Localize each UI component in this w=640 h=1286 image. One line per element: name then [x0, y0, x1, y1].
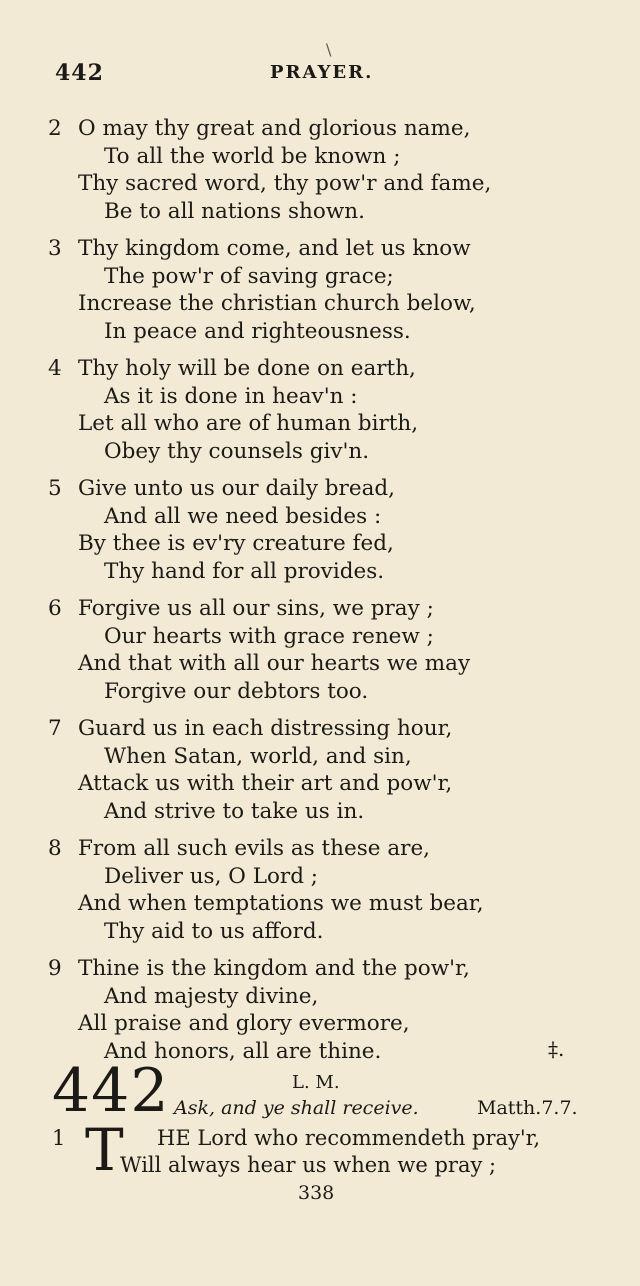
- double-dagger-mark: ‡.: [548, 1037, 565, 1061]
- verse-line: O may thy great and glorious name,: [78, 116, 471, 141]
- running-title: PRAYER.: [270, 62, 374, 83]
- stanza-number: 4: [48, 356, 62, 381]
- verse-line: Increase the christian church below,: [78, 291, 476, 316]
- verse-line: From all such evils as these are,: [78, 836, 430, 861]
- verse-line: Thy hand for all provides.: [104, 558, 385, 584]
- verse-line: In peace and righteousness.: [104, 318, 411, 344]
- stanza-number: 7: [48, 716, 62, 741]
- verse-line: Forgive us all our sins, we pray ;: [78, 596, 434, 621]
- stanza-number: 9: [48, 956, 62, 981]
- top-mark: \: [326, 40, 332, 59]
- scripture-reference: Matth.7.7.: [477, 1097, 578, 1119]
- verse-line: All praise and glory evermore,: [78, 1011, 410, 1036]
- stanza-number: 8: [48, 836, 62, 861]
- verse-line: Forgive our debtors too.: [104, 678, 369, 704]
- hymn-number: 442: [52, 1056, 170, 1126]
- verse-line: And honors, all are thine.: [104, 1038, 382, 1064]
- stanza-number: 1: [52, 1126, 66, 1150]
- verse-line: Let all who are of human birth,: [78, 411, 419, 436]
- stanza-7: [48, 715, 618, 825]
- verse-line: And strive to take us in.: [104, 798, 365, 824]
- stanza-2: [48, 115, 618, 225]
- verse-line: When Satan, world, and sin,: [104, 743, 412, 769]
- stanza-4: [48, 355, 618, 465]
- verse-line: Thy aid to us afford.: [104, 918, 324, 944]
- verse-line: Thy kingdom come, and let us know: [78, 236, 471, 261]
- verse-line: Give unto us our daily bread,: [78, 476, 395, 501]
- verses: [48, 115, 618, 1075]
- signature-number: 338: [298, 1182, 335, 1204]
- stanza-9: [48, 955, 618, 1065]
- verse-line: Deliver us, O Lord ;: [104, 863, 319, 889]
- hymn-meter: L. M.: [292, 1072, 340, 1093]
- verse-line: And when temptations we must bear,: [78, 891, 484, 916]
- verse-line: Attack us with their art and pow'r,: [78, 771, 453, 796]
- verse-line: To all the world be known ;: [104, 143, 401, 169]
- verse-line: Thine is the kingdom and the pow'r,: [78, 956, 470, 981]
- hymn-subtitle: Ask, and ye shall receive.: [174, 1097, 419, 1119]
- stanza-6: [48, 595, 618, 705]
- stanza-number: 2: [48, 116, 62, 141]
- verse-line: And majesty divine,: [104, 983, 319, 1009]
- stanza-number: 6: [48, 596, 62, 621]
- verse-line: And all we need besides :: [104, 503, 382, 529]
- page-number: 442: [55, 60, 104, 86]
- verse-line: Guard us in each distressing hour,: [78, 716, 453, 741]
- stanza-number: 3: [48, 236, 62, 261]
- stanza-number: 5: [48, 476, 62, 501]
- stanza-3: [48, 235, 618, 345]
- drop-cap: T: [85, 1116, 124, 1184]
- verse-line: Thy sacred word, thy pow'r and fame,: [78, 171, 492, 196]
- stanza-8: [48, 835, 618, 945]
- verse-line: Our hearts with grace renew ;: [104, 623, 434, 649]
- verse-line: The pow'r of saving grace;: [104, 263, 394, 289]
- verse-line: Thy holy will be done on earth,: [78, 356, 416, 381]
- verse-line: HE Lord who recommendeth pray'r,: [157, 1126, 541, 1150]
- verse-line: Will always hear us when we pray ;: [120, 1153, 497, 1177]
- verse-line: Be to all nations shown.: [104, 198, 365, 224]
- stanza-5: [48, 475, 618, 585]
- verse-line: And that with all our hearts we may: [78, 651, 471, 676]
- verse-line: By thee is ev'ry creature fed,: [78, 531, 394, 556]
- verse-line: Obey thy counsels giv'n.: [104, 438, 370, 464]
- verse-line: As it is done in heav'n :: [104, 383, 358, 409]
